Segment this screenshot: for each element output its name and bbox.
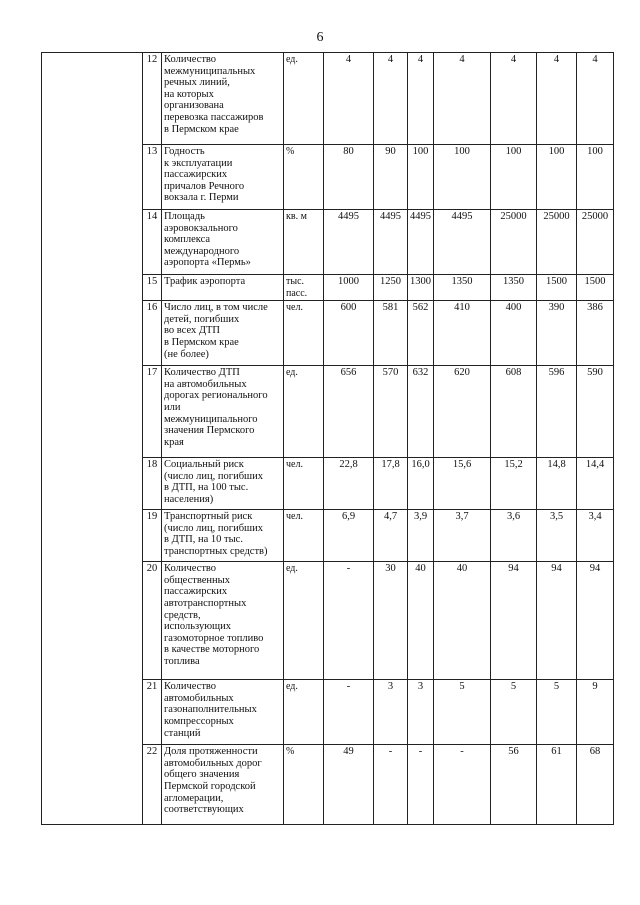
value-cell: 100 [408, 145, 434, 210]
row-number: 13 [143, 145, 162, 210]
row-number: 12 [143, 53, 162, 145]
indicator-name: Социальный риск (число лиц, погибших в ДТП, на 100 тыс. населения) [162, 458, 284, 510]
value-cell: 56 [491, 745, 537, 825]
indicator-name: Годность к эксплуатации пассажирских причалов Речного вокзала г. Перми [162, 145, 284, 210]
value-cell: 596 [537, 366, 577, 458]
value-cell: 3 [374, 680, 408, 745]
value-cell: 1500 [537, 275, 577, 301]
value-cell: 656 [324, 366, 374, 458]
value-cell: 94 [577, 562, 614, 680]
value-cell: - [324, 562, 374, 680]
value-cell: 4 [577, 53, 614, 145]
unit-of-measure: % [284, 145, 324, 210]
value-cell: 4 [491, 53, 537, 145]
value-cell: 590 [577, 366, 614, 458]
value-cell: 14,8 [537, 458, 577, 510]
value-cell: 5 [434, 680, 491, 745]
value-cell: 5 [537, 680, 577, 745]
value-cell: 4 [434, 53, 491, 145]
value-cell: 3,6 [491, 510, 537, 562]
value-cell: 5 [491, 680, 537, 745]
value-cell: 1350 [434, 275, 491, 301]
value-cell: 4495 [324, 210, 374, 275]
unit-of-measure: ед. [284, 366, 324, 458]
value-cell: 608 [491, 366, 537, 458]
value-cell: - [408, 745, 434, 825]
value-cell: 3,7 [434, 510, 491, 562]
unit-of-measure: кв. м [284, 210, 324, 275]
value-cell: 4 [374, 53, 408, 145]
value-cell: 16,0 [408, 458, 434, 510]
value-cell: 4495 [434, 210, 491, 275]
table-body [42, 53, 614, 825]
value-cell: 386 [577, 301, 614, 366]
value-cell: 25000 [577, 210, 614, 275]
value-cell: 4495 [374, 210, 408, 275]
value-cell: 4 [324, 53, 374, 145]
indicator-name: Трафик аэропорта [162, 275, 284, 301]
value-cell: 3,4 [577, 510, 614, 562]
value-cell: 3,5 [537, 510, 577, 562]
row-number: 14 [143, 210, 162, 275]
value-cell: 3,9 [408, 510, 434, 562]
value-cell: 1300 [408, 275, 434, 301]
unit-of-measure: ед. [284, 680, 324, 745]
value-cell: - [374, 745, 408, 825]
indicator-name: Количество автомобильных газонаполнительных компрессорных станций [162, 680, 284, 745]
value-cell: 632 [408, 366, 434, 458]
value-cell: 15,2 [491, 458, 537, 510]
value-cell: 400 [491, 301, 537, 366]
indicator-name: Количество межмуниципальных речных линий, на которых организована перевозка пассажиров в Пермском крае [162, 53, 284, 145]
row-number: 21 [143, 680, 162, 745]
value-cell: 15,6 [434, 458, 491, 510]
value-cell: 40 [434, 562, 491, 680]
value-cell: 570 [374, 366, 408, 458]
indicator-name: Количество ДТП на автомобильных дорогах регионального или межмуниципального значения Пермского края [162, 366, 284, 458]
value-cell: 94 [491, 562, 537, 680]
row-number: 20 [143, 562, 162, 680]
row-number: 16 [143, 301, 162, 366]
value-cell: 14,4 [577, 458, 614, 510]
value-cell: 3 [408, 680, 434, 745]
value-cell: 80 [324, 145, 374, 210]
value-cell: - [324, 680, 374, 745]
value-cell: 61 [537, 745, 577, 825]
unit-of-measure: % [284, 745, 324, 825]
row-number: 18 [143, 458, 162, 510]
value-cell: 100 [577, 145, 614, 210]
value-cell: 6,9 [324, 510, 374, 562]
value-cell: 4 [537, 53, 577, 145]
value-cell: 620 [434, 366, 491, 458]
value-cell: 1000 [324, 275, 374, 301]
unit-of-measure: ед. [284, 53, 324, 145]
value-cell: 49 [324, 745, 374, 825]
indicator-name: Количество общественных пассажирских автотранспортных средств, использующих газомоторное топливо в качестве моторного топлива [162, 562, 284, 680]
unit-of-measure: чел. [284, 458, 324, 510]
table-row [42, 53, 614, 145]
value-cell: 94 [537, 562, 577, 680]
value-cell: 68 [577, 745, 614, 825]
value-cell: 581 [374, 301, 408, 366]
value-cell: - [434, 745, 491, 825]
value-cell: 100 [434, 145, 491, 210]
indicator-name: Доля протяженности автомобильных дорог общего значения Пермской городской агломерации, соответствующих [162, 745, 284, 825]
page-number: 6 [316, 30, 324, 45]
indicators-table [41, 52, 614, 825]
unit-of-measure: чел. [284, 510, 324, 562]
blank-left-column [42, 53, 143, 825]
row-number: 17 [143, 366, 162, 458]
value-cell: 1500 [577, 275, 614, 301]
value-cell: 562 [408, 301, 434, 366]
value-cell: 600 [324, 301, 374, 366]
value-cell: 40 [408, 562, 434, 680]
value-cell: 1350 [491, 275, 537, 301]
value-cell: 22,8 [324, 458, 374, 510]
value-cell: 1250 [374, 275, 408, 301]
value-cell: 90 [374, 145, 408, 210]
unit-of-measure: чел. [284, 301, 324, 366]
indicator-name: Число лиц, в том числе детей, погибших во всех ДТП в Пермском крае (не более) [162, 301, 284, 366]
value-cell: 25000 [491, 210, 537, 275]
indicator-name: Транспортный риск (число лиц, погибших в ДТП, на 10 тыс. транспортных средств) [162, 510, 284, 562]
value-cell: 25000 [537, 210, 577, 275]
row-number: 22 [143, 745, 162, 825]
row-number: 19 [143, 510, 162, 562]
value-cell: 410 [434, 301, 491, 366]
value-cell: 390 [537, 301, 577, 366]
value-cell: 30 [374, 562, 408, 680]
value-cell: 100 [537, 145, 577, 210]
unit-of-measure: ед. [284, 562, 324, 680]
value-cell: 100 [491, 145, 537, 210]
indicator-name: Площадь аэровокзального комплекса международного аэропорта «Пермь» [162, 210, 284, 275]
value-cell: 4,7 [374, 510, 408, 562]
unit-of-measure: тыс. пасс. [284, 275, 324, 301]
value-cell: 9 [577, 680, 614, 745]
value-cell: 17,8 [374, 458, 408, 510]
value-cell: 4 [408, 53, 434, 145]
row-number: 15 [143, 275, 162, 301]
value-cell: 4495 [408, 210, 434, 275]
